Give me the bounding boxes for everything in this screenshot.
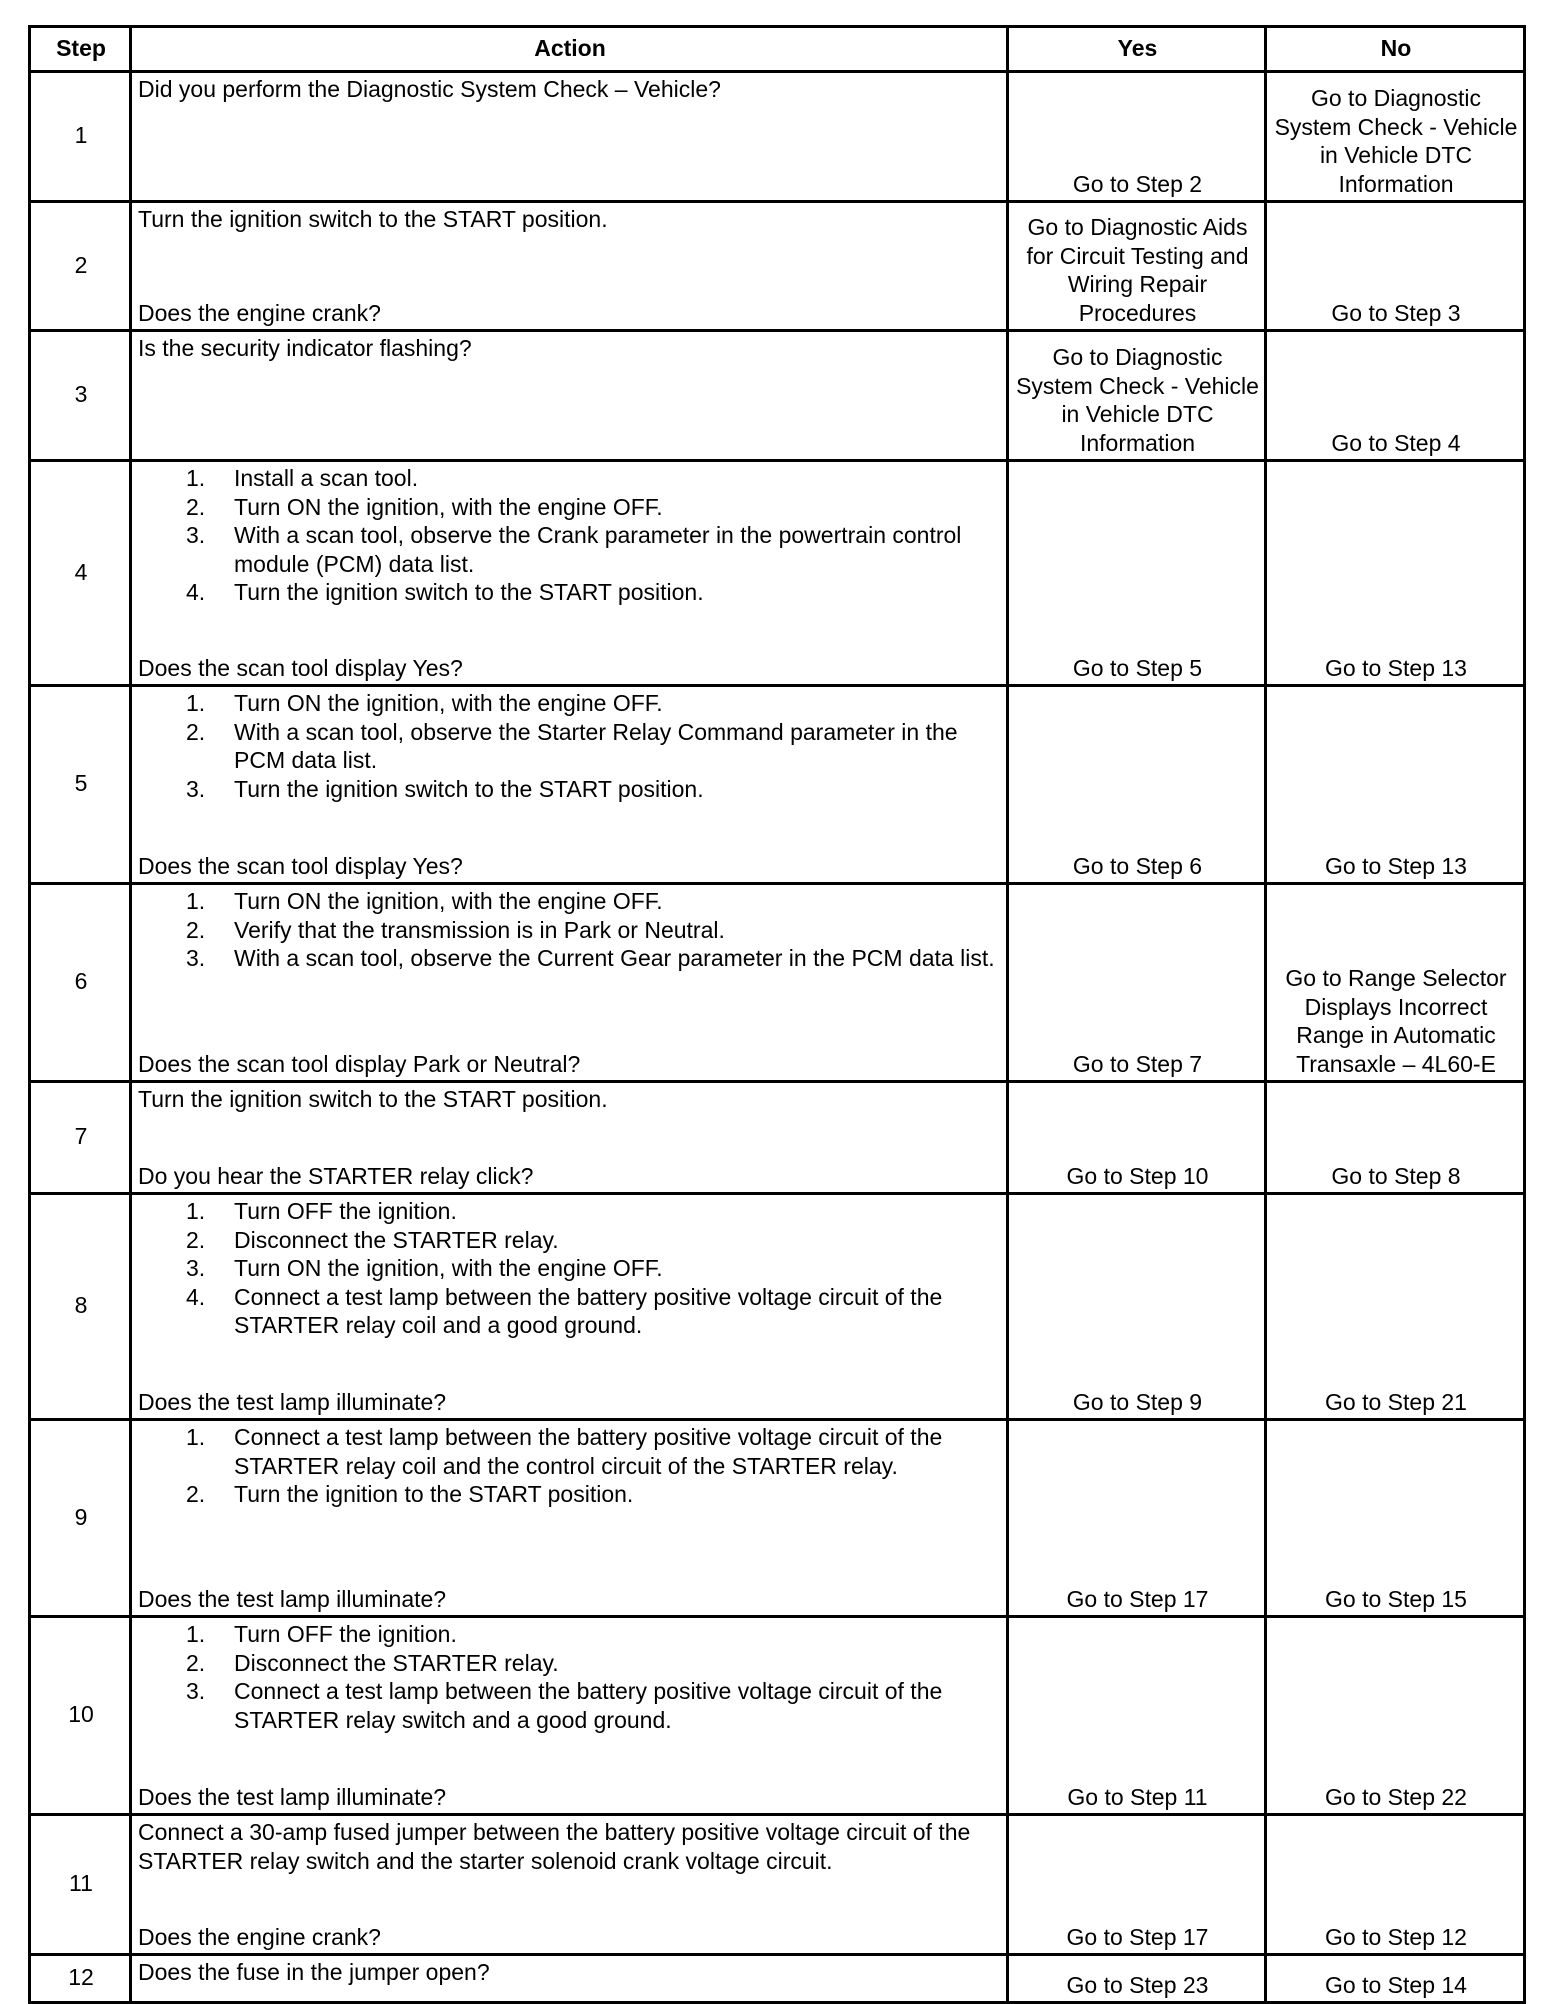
action-cell xyxy=(131,461,1008,686)
action-step-item: 2. With a scan tool, observe the Starter Relay Command parameter in the PCM data list. xyxy=(186,718,958,773)
action-step-item: 3. Turn the ignition switch to the START position. xyxy=(186,775,704,802)
yes-result: Go to Diagnostic Aids for Circuit Testing and Wiring Repair Procedures xyxy=(1008,202,1266,331)
action-steps xyxy=(138,689,1002,803)
step-number: 2 xyxy=(30,202,131,331)
action-question: Does the scan tool display Yes? xyxy=(138,654,463,681)
step-number: 8 xyxy=(30,1194,131,1420)
action-question: Does the test lamp illuminate? xyxy=(138,1388,447,1415)
action-text: Connect a 30-amp fused jumper between the battery positive voltage circuit of the STARTER relay switch and the starter solenoid crank voltage circuit. xyxy=(138,1819,971,1874)
header-row xyxy=(30,27,1525,72)
action-question: Does the scan tool display Park or Neutral? xyxy=(138,1050,581,1077)
table-row xyxy=(30,1815,1525,1955)
no-result: Go to Step 22 xyxy=(1266,1617,1525,1815)
step-number: 3 xyxy=(30,331,131,461)
action-cell xyxy=(131,202,1008,331)
no-result: Go to Diagnostic System Check - Vehicle in Vehicle DTC Information xyxy=(1266,72,1525,202)
yes-result: Go to Step 17 xyxy=(1008,1815,1266,1955)
action-step-item: 4. Turn the ignition switch to the START position. xyxy=(186,579,704,605)
table-row xyxy=(30,884,1525,1082)
action-question: Does the test lamp illuminate? xyxy=(138,1783,447,1810)
step-number: 4 xyxy=(30,461,131,686)
table-row xyxy=(30,686,1525,884)
yes-result: Go to Step 9 xyxy=(1008,1194,1266,1420)
action-step-item: 2. Turn ON the ignition, with the engine OFF. xyxy=(186,493,663,520)
action-cell xyxy=(131,1082,1008,1194)
header-step: Step xyxy=(30,27,131,72)
action-cell xyxy=(131,1617,1008,1815)
action-step-item: 1. Turn ON the ignition, with the engine OFF. xyxy=(186,888,663,914)
action-cell xyxy=(131,72,1008,202)
yes-result: Go to Step 23 xyxy=(1008,1955,1266,2003)
step-number: 9 xyxy=(30,1420,131,1617)
action-step-item: 2. Disconnect the STARTER relay. xyxy=(186,1649,559,1676)
diagnostic-table xyxy=(28,25,1526,2004)
action-text: Turn the ignition switch to the START position. xyxy=(138,206,608,232)
action-question: Does the scan tool display Yes? xyxy=(138,852,463,879)
action-step-item: 3. Connect a test lamp between the battery positive voltage circuit of the STARTER relay switch and a good ground. xyxy=(186,1678,943,1733)
action-step-item: 3. With a scan tool, observe the Crank parameter in the powertrain control module (PCM) data list. xyxy=(186,522,962,577)
table-row xyxy=(30,1420,1525,1617)
action-cell xyxy=(131,1955,1008,2003)
action-text: Turn the ignition switch to the START position. xyxy=(138,1086,608,1112)
no-result: Go to Step 12 xyxy=(1266,1815,1525,1955)
yes-result: Go to Step 5 xyxy=(1008,461,1266,686)
step-number: 7 xyxy=(30,1082,131,1194)
step-number: 6 xyxy=(30,884,131,1082)
action-steps xyxy=(138,887,1002,973)
action-question: Does the engine crank? xyxy=(138,1923,381,1950)
action-cell xyxy=(131,1420,1008,1617)
action-cell xyxy=(131,1815,1008,1955)
no-result: Go to Step 21 xyxy=(1266,1194,1525,1420)
action-steps xyxy=(138,1197,1002,1340)
no-result: Go to Step 15 xyxy=(1266,1420,1525,1617)
action-step-item: 1. Turn ON the ignition, with the engine OFF. xyxy=(186,690,663,716)
action-question: Does the test lamp illuminate? xyxy=(138,1585,447,1612)
table-row xyxy=(30,72,1525,202)
header-action: Action xyxy=(131,27,1008,72)
yes-result: Go to Diagnostic System Check - Vehicle in Vehicle DTC Information xyxy=(1008,331,1266,461)
yes-result: Go to Step 10 xyxy=(1008,1082,1266,1194)
action-step-item: 2. Turn the ignition to the START position. xyxy=(186,1481,634,1507)
header-yes: Yes xyxy=(1008,27,1266,72)
action-step-item: 3. With a scan tool, observe the Current Gear parameter in the PCM data list. xyxy=(186,945,995,971)
action-step-item: 1. Connect a test lamp between the battery positive voltage circuit of the STARTER relay coil and the control circuit of the STARTER relay. xyxy=(186,1424,943,1479)
step-number: 5 xyxy=(30,686,131,884)
yes-result: Go to Step 17 xyxy=(1008,1420,1266,1617)
action-step-item: 1. Install a scan tool. xyxy=(186,465,419,491)
no-result: Go to Step 8 xyxy=(1266,1082,1525,1194)
table-row xyxy=(30,331,1525,461)
action-step-item: 1. Turn OFF the ignition. xyxy=(186,1621,457,1647)
step-number: 11 xyxy=(30,1815,131,1955)
table-row xyxy=(30,1082,1525,1194)
action-text: Did you perform the Diagnostic System Check – Vehicle? xyxy=(138,76,721,102)
action-cell xyxy=(131,1194,1008,1420)
action-text: Does the fuse in the jumper open? xyxy=(138,1959,490,1985)
action-cell xyxy=(131,686,1008,884)
no-result: Go to Step 13 xyxy=(1266,461,1525,686)
table-row xyxy=(30,1955,1525,2003)
table-row xyxy=(30,1194,1525,1420)
table-row xyxy=(30,461,1525,686)
table-row xyxy=(30,1617,1525,1815)
action-step-item: 4. Connect a test lamp between the battery positive voltage circuit of the STARTER relay coil and a good ground. xyxy=(186,1283,943,1338)
step-number: 1 xyxy=(30,72,131,202)
action-question: Does the engine crank? xyxy=(138,299,381,326)
action-steps xyxy=(138,464,1002,607)
yes-result: Go to Step 7 xyxy=(1008,884,1266,1082)
no-result: Go to Range Selector Displays Incorrect Range in Automatic Transaxle – 4L60-E xyxy=(1266,884,1525,1082)
action-step-item: 2. Verify that the transmission is in Park or Neutral. xyxy=(186,916,725,943)
no-result: Go to Step 13 xyxy=(1266,686,1525,884)
action-text: Is the security indicator flashing? xyxy=(138,335,472,361)
action-step-item: 2. Disconnect the STARTER relay. xyxy=(186,1226,559,1253)
action-steps xyxy=(138,1620,1002,1734)
step-number: 10 xyxy=(30,1617,131,1815)
header-no: No xyxy=(1266,27,1525,72)
action-question: Do you hear the STARTER relay click? xyxy=(138,1162,534,1189)
no-result: Go to Step 14 xyxy=(1266,1955,1525,2003)
action-cell xyxy=(131,884,1008,1082)
action-step-item: 1. Turn OFF the ignition. xyxy=(186,1198,457,1224)
step-number: 12 xyxy=(30,1955,131,2003)
yes-result: Go to Step 2 xyxy=(1008,72,1266,202)
action-step-item: 3. Turn ON the ignition, with the engine OFF. xyxy=(186,1255,663,1281)
table-row xyxy=(30,202,1525,331)
no-result: Go to Step 3 xyxy=(1266,202,1525,331)
action-steps xyxy=(138,1423,1002,1509)
no-result: Go to Step 4 xyxy=(1266,331,1525,461)
yes-result: Go to Step 6 xyxy=(1008,686,1266,884)
action-cell xyxy=(131,331,1008,461)
yes-result: Go to Step 11 xyxy=(1008,1617,1266,1815)
